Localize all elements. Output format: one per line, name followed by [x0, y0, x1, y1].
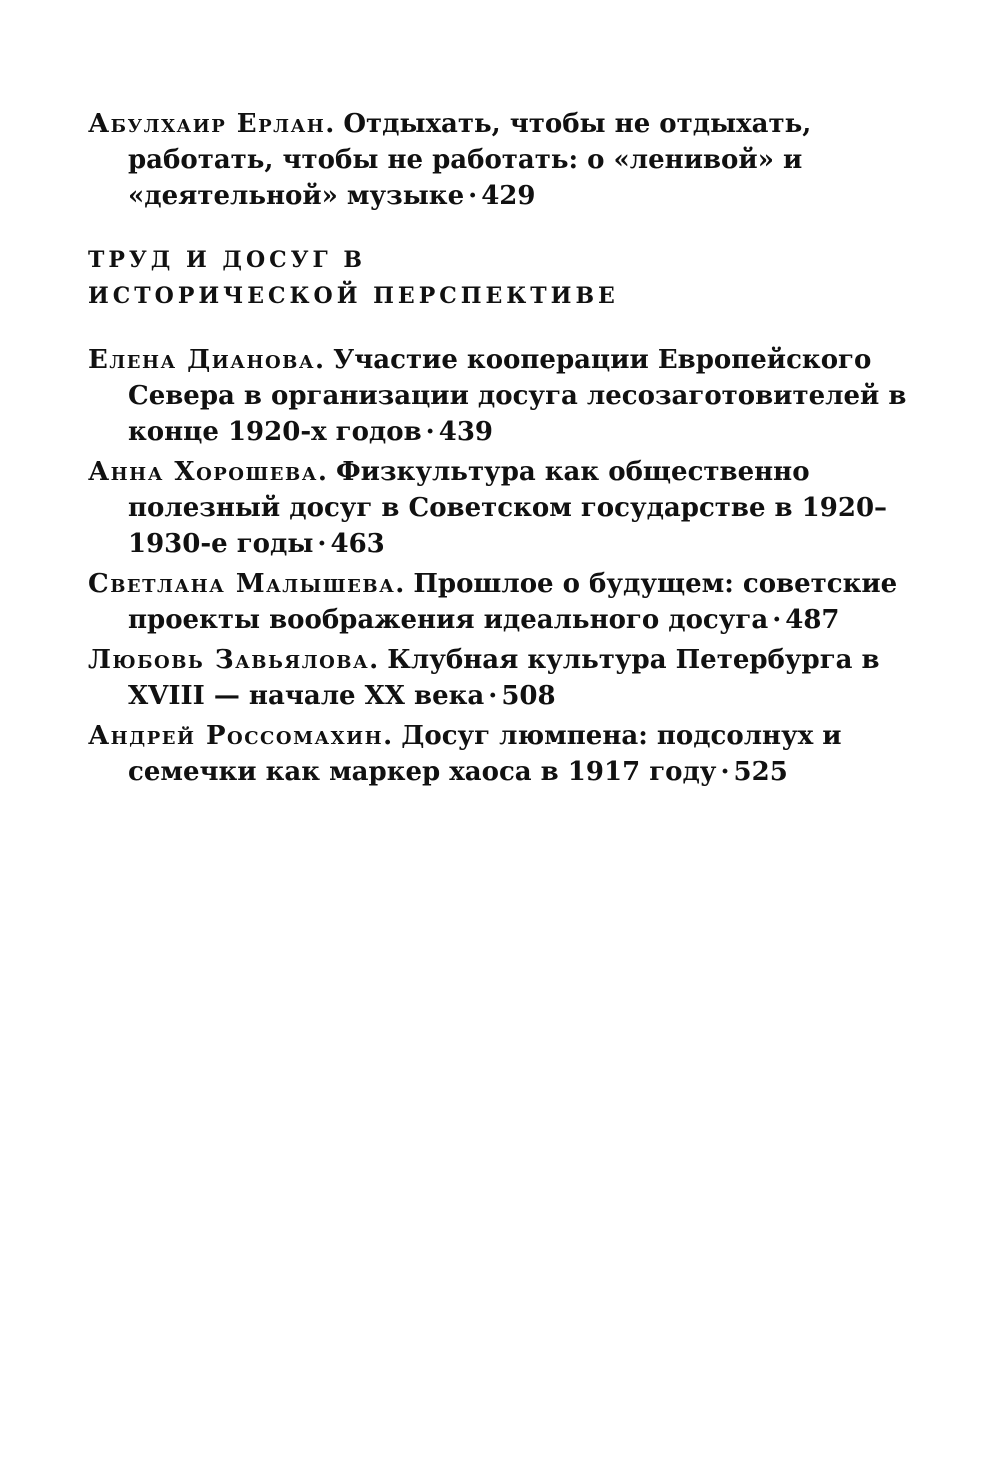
toc-separator: ·	[317, 529, 327, 559]
toc-dot: .	[369, 645, 388, 675]
toc-entry	[88, 718, 908, 790]
toc-title: Прошлое о будущем: советские проекты воображения идеального досуга	[128, 569, 898, 635]
toc-author: Андрей Россомахин	[88, 721, 384, 751]
toc-page-number: 439	[438, 417, 494, 447]
toc-entry	[88, 566, 908, 638]
toc-entry	[88, 342, 908, 450]
toc-page-number: 463	[330, 529, 385, 559]
toc-entry	[88, 106, 908, 214]
toc-title: Досуг люмпена: подсолнух и семечки как маркер хаоса в 1917 году	[128, 721, 842, 787]
toc-separator: ·	[772, 605, 782, 635]
toc-author: Абулхаир Ерлан	[88, 109, 326, 139]
toc-entry	[88, 454, 908, 562]
section-heading: ТРУД И ДОСУГ В ИСТОРИЧЕСКОЙ ПЕРСПЕКТИВЕ	[88, 247, 619, 309]
toc-separator: ·	[425, 417, 435, 447]
toc-separator: ·	[720, 757, 730, 787]
toc-dot: .	[315, 345, 334, 375]
toc-title: Физкультура как общественно полезный досуг в Советском государстве в 1920–1930-е годы	[128, 457, 888, 559]
toc-page-number: 429	[481, 181, 536, 211]
toc-author: Светлана Малышева	[88, 569, 396, 599]
toc-page-number: 525	[733, 757, 788, 787]
table-of-contents	[88, 106, 908, 794]
toc-separator: ·	[468, 181, 478, 211]
toc-dot: .	[317, 457, 336, 487]
toc-entry	[88, 642, 908, 714]
toc-title: Отдыхать, чтобы не отдыхать, работать, чтобы не работать: о «ленивой» и «деятельной» музыке	[128, 109, 812, 211]
toc-separator: ·	[488, 681, 498, 711]
toc-author: Любовь Завьялова	[88, 645, 370, 675]
toc-page-number: 487	[785, 605, 840, 635]
toc-title: Участие кооперации Европейского Севера в организации досуга лесозаготовителей в конце 1920-х годов	[128, 345, 907, 447]
toc-page-number: 508	[501, 681, 556, 711]
toc-title: Клубная культура Петербурга в XVIII — начале XX века	[128, 645, 880, 711]
toc-author: Елена Дианова	[88, 345, 316, 375]
toc-dot: .	[395, 569, 414, 599]
toc-author: Анна Хорошева	[88, 457, 318, 487]
toc-dot: .	[383, 721, 402, 751]
toc-dot: .	[325, 109, 344, 139]
